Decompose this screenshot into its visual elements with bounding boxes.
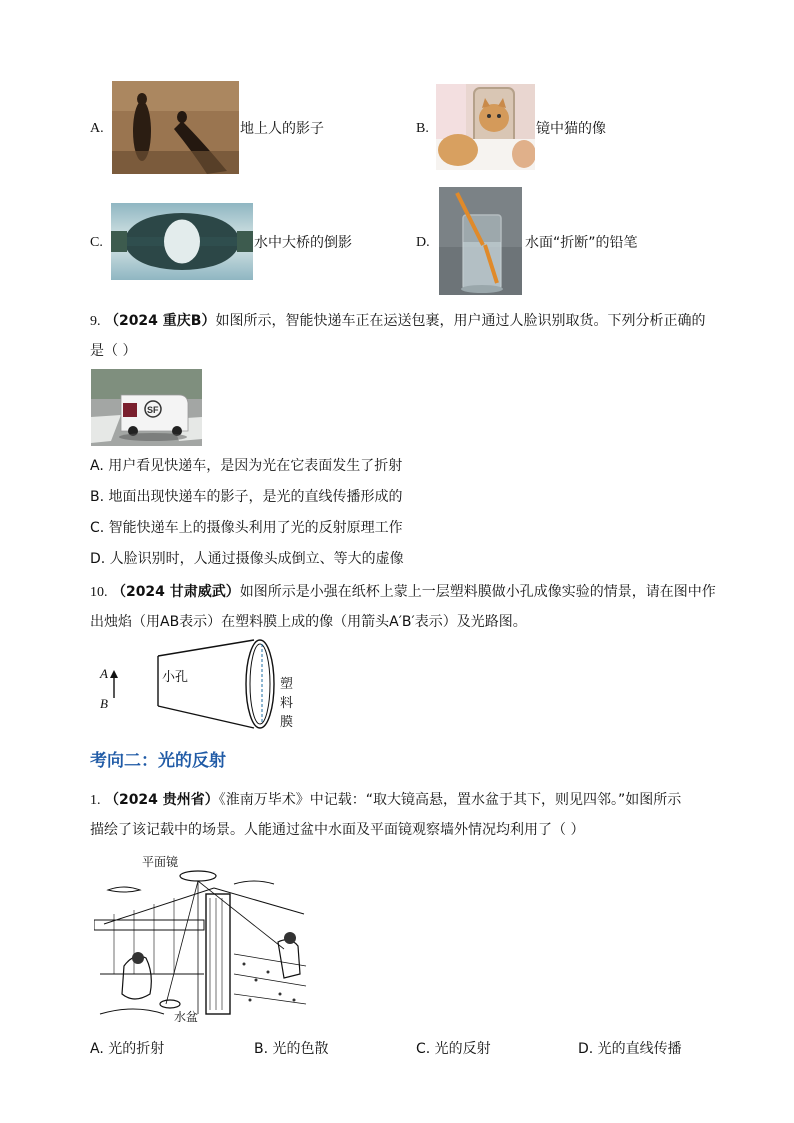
q10-number: 10. [90,585,108,600]
cat-mirror-photo [436,84,535,170]
section-title: 考向二：光的反射 [90,751,226,771]
q9-stem-line1 [90,311,705,332]
pinhole-diagram [94,636,304,732]
delivery-van-photo [91,369,202,446]
option-d-text: 水面“折断”的铅笔 [525,235,638,251]
diagram-film-label-1: 塑 [280,677,294,692]
q9-option-c: C. 智能快递车上的摄像头利用了光的反射原理工作 [90,520,403,536]
basin-label: 水盆 [174,1010,199,1024]
q9-source: （2024 重庆B） [104,313,216,329]
q10-source: （2024 甘肃威武） [111,584,240,600]
ancient-mirror-illustration [94,854,308,1024]
diagram-film-label-2: 料 [280,696,294,711]
shadow-photo [112,81,239,174]
q9-stem-text: 如图所示，智能快递车正在运送包裹，用户通过人脸识别取货。下列分析正确的 [215,313,706,329]
diagram-label-b: B [100,696,108,711]
q1-stem-line2: 描绘了该记载中的场景。人能通过盆中水面及平面镜观察墙外情况均利用了（ ） [90,822,585,838]
option-d-letter: D. [416,235,430,250]
bridge-reflection-photo [111,203,253,280]
option-a-letter: A. [90,121,104,136]
q10-stem-line2: 出烛焰（用AB表示）在塑料膜上成的像（用箭头A′B′表示）及光路图。 [90,614,527,630]
q10-stem-line1 [90,582,716,603]
q1-stem-line1 [90,790,681,811]
option-b-text: 镜中猫的像 [536,121,606,137]
q9-option-b: B. 地面出现快递车的影子，是光的直线传播形成的 [90,489,403,505]
q1-source: （2024 贵州省） [104,792,219,808]
diagram-label-a: A [100,666,108,681]
diagram-hole-label: 小孔 [162,670,189,685]
q1-option-d: D. 光的直线传播 [578,1041,682,1057]
option-c-letter: C. [90,235,103,250]
q9-stem-line2: 是（ ） [90,343,137,359]
q9-option-a: A. 用户看见快递车，是因为光在它表面发生了折射 [90,458,403,474]
q9-option-d: D. 人脸识别时，人通过摄像头成倒立、等大的虚像 [90,551,404,567]
q9-number: 9. [90,314,101,329]
q1-option-a: A. 光的折射 [90,1041,165,1057]
option-b-letter: B. [416,121,429,136]
diagram-film-label-3: 膜 [280,715,294,730]
q1-option-c: C. 光的反射 [416,1041,491,1057]
mirror-label: 平面镜 [142,855,179,869]
option-c-text: 水中大桥的倒影 [254,235,352,251]
q1-option-b: B. 光的色散 [254,1041,329,1057]
pencil-water-photo [439,187,522,295]
q1-number: 1. [90,793,101,808]
q1-stem-text: 《淮南万毕术》中记载：“取大镜高悬，置水盆于其下，则见四邻。”如图所示 [218,792,682,808]
q10-stem-text: 如图所示是小强在纸杯上蒙上一层塑料膜做小孔成像实验的情景，请在图中作 [239,584,716,600]
option-a-text: 地上人的影子 [240,121,324,137]
van-logo: SF [147,405,159,415]
